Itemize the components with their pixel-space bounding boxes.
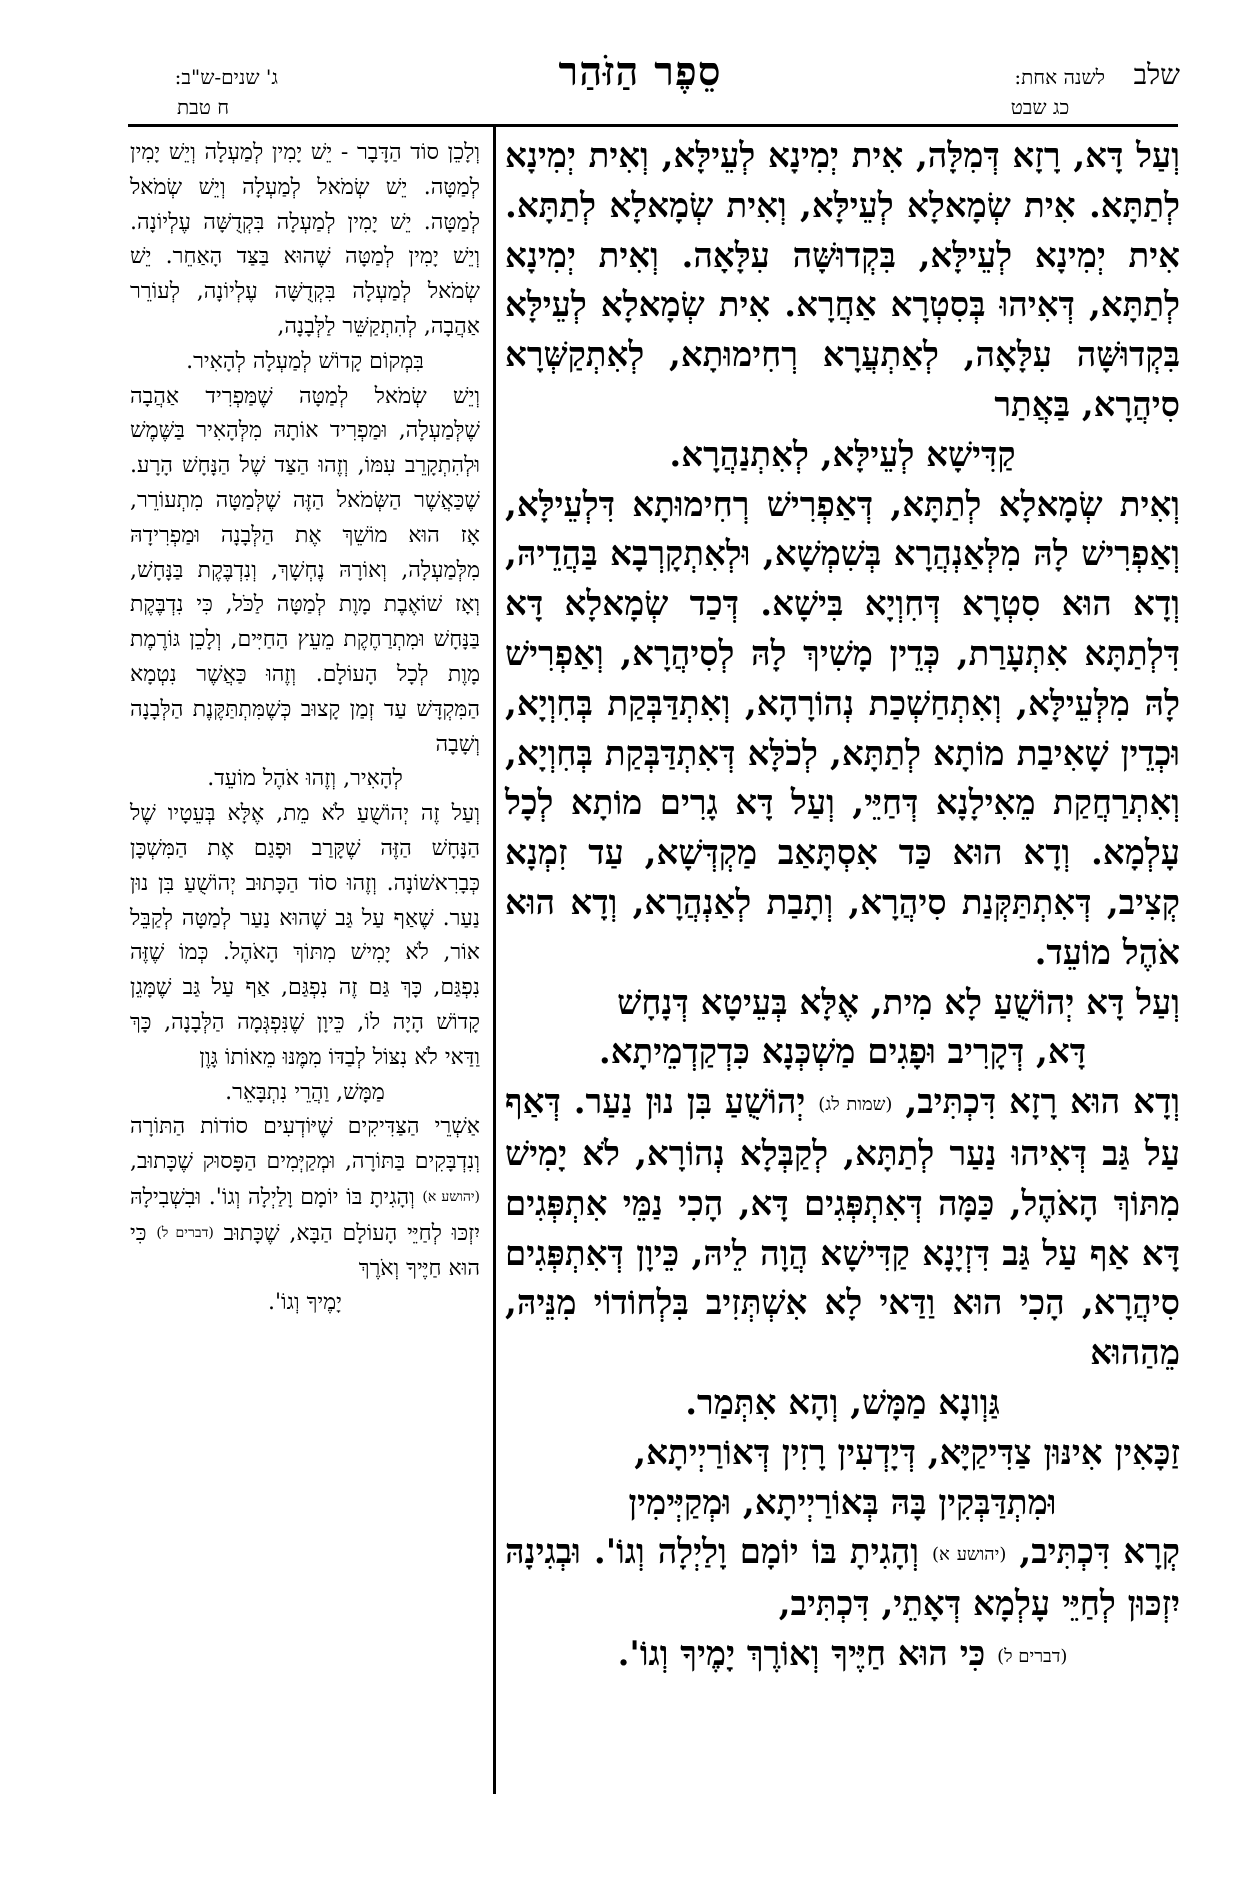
hebrew-paragraph-3: וְעַל זֶה יְהוֹשֻׁעַ לֹא מֵת, אֶלָּא בְּעֵטָיו שֶׁל הַנָּחָשׁ הַזֶּה שֶׁקָּרַב וּפָגַם אֶת הַמִּשְׁכָּן כְּבָרִאשׁוֹנָה. וְזֶהוּ סוֹד הַכָּתוּב יְהוֹשֻׁעַ בִּן נוּן נַעַר. שֶׁאַף עַל גַּב שֶׁהוּא נַעַר לְמַטָּה לְקַבֵּל אוֹר, לֹא יָמִישׁ מִתּוֹךְ הָאֹהֶל. כְּמוֹ שֶׁזֶּה נִפְגַּם, כָּךְ גַּם זֶה נִפְגַּם, אַף עַל גַּב שֶׁמָּגֵן קָדוֹשׁ הָיָה לוֹ, כֵּיוָן שֶׁנִּפְגְּמָה הַלְּבָנָה, כָּךְ וַדַּאי לֹא נִצּוֹל לְבַדּוֹ מִמֶּנּוּ מֵאוֹתוֹ גָּוֶן: [130, 801, 480, 1070]
aramaic-paragraph-4-end: גַּוְונָא מַמָּשׁ, וְהָא אִתְּמַר.: [685, 1382, 1000, 1423]
hebrew-paragraph-2: וְיֵשׁ שְׂמֹאל לְמַטָּה שֶׁמַּפְרִיד אַהֲבָה שֶׁלְּמַעְלָה, וּמַפְרִיד אוֹתָהּ מִלְּהָאִיר בַּשֶּׁמֶשׁ וּלְהִתְקָרֵב עִמּוֹ, וְזֶהוּ הַצַּד שֶׁל הַנָּחָשׁ הָרָע. שֶׁכַּאֲשֶׁר הַשְּׂמֹאל הַזֶּה שֶׁלְּמַטָּה מִתְעוֹרֵר, אָז הוּא מוֹשֵׁךְ אֶת הַלְּבָנָה וּמַפְרִידָהּ מִלְּמַעְלָה, וְאוֹרָהּ נֶחְשָׁךְ, וְנִדְבֶּקֶת בַּנָּחָשׁ, וְאָז שׁוֹאֶבֶת מָוֶת לְמַטָּה לַכֹּל, כִּי נִדְבֶּקֶת בַּנָּחָשׁ וּמִתְרַחֶקֶת מֵעֵץ הַחַיִּים, וְלָכֵן גּוֹרֶמֶת מָוֶת לְכָל הָעוֹלָם. וְזֶהוּ כַּאֲשֶׁר נִטְמָא הַמִּקְדָּשׁ עַד זְמַן קָצוּב כְּשֶׁמִּתְתַּקֶּנֶת הַלְּבָנָה וְשָׁבָה: [130, 383, 480, 757]
hebrew-p4a: אַשְׁרֵי הַצַּדִּיקִים שֶׁיּוֹדְעִים סוֹדוֹת הַתּוֹרָה וְנִדְבָּקִים בַּתּוֹרָה, וּמְקַיְּמִים הַפָּסוּק שֶׁכָּתוּב,: [130, 1114, 480, 1175]
hebrew-p4c: כִּי הוּא חַיֶּיךָ וְאֹרֶךְ: [130, 1220, 480, 1281]
aramaic-paragraph-5-body: [505, 1528, 1180, 1630]
study-plan-info: [975, 62, 1105, 122]
aramaic-paragraph-5-line2: וּמִתְדַּבְּקִין בָּהּ בְּאוֹרַיְיתָא, וּמְקַיְּימִין: [628, 1482, 1057, 1523]
cycle-date: ח טבת: [176, 95, 230, 119]
aramaic-p5-line3b: וְהָגִיתָ בּוֹ יוֹמָם וָלַיְלָה וְגוֹ'. וּבְגִינָהּ יִזְכּוּן לְחַיֵּי עָלְמָא דְּאָתֵי, דִּכְתִּיב,: [505, 1532, 1180, 1625]
aramaic-paragraph-3: וְעַל דָּא יְהוֹשֻׁעַ לָא מִית, אֶלָּא בְּעֵיטָא דְּנָחָשׁ: [617, 982, 1180, 1023]
hebrew-paragraph-4: [130, 1110, 480, 1286]
hebrew-paragraph-2-end: לְהָאִיר, וְזֶהוּ אֹהֶל מוֹעֵד.: [207, 766, 403, 792]
source-reference: (דברים ל): [156, 1224, 214, 1241]
aramaic-p5-end: כִּי הוּא חַיֶּיךָ וְאוֹרֶךְ יָמֶיךָ וְגוֹ'.: [617, 1633, 986, 1674]
source-reference: (יהושע א): [422, 1188, 481, 1205]
source-reference: (יהושע א): [932, 1544, 1007, 1566]
aramaic-paragraph-5: זַכָּאִין אִינּוּן צַדִּיקַיָּא, דְּיָדְעִין רָזִין דְּאוֹרַיְיתָא,: [634, 1432, 1180, 1473]
hebrew-column: [130, 136, 480, 1321]
aramaic-p5-line3a: קְרָא דִּכְתִּיב,: [1019, 1532, 1180, 1573]
study-plan-label: לשנה אחת:: [1014, 65, 1105, 89]
aramaic-p4-body: יְהוֹשֻׁעַ בִּן נוּן נַעַר. דְּאַף עַל גַּב דְּאִיהוּ נַעַר לְתַתָּא, לְקַבְּלָא נְהוֹרָא, לֹא יָמִישׁ מִתּוֹךְ הָאֹהֶל, כַּמָּה דְּאִתְפְּגִים דָּא, הָכִי נַמֵּי אִתְפְּגִים דָּא אַף עַל גַּב דִּזְיָנָא קַדִּישָׁא הֲוָה לֵיהּ, כֵּיוָן דְּאִתְפְּגִים סִיהֲרָא, הָכִי הוּא וַדַּאי לָא אִשְׁתְּזִיב בִּלְחוֹדוֹי מִנֵּיהּ, מֵהַהוּא: [505, 1082, 1180, 1374]
aramaic-paragraph-4: [505, 1078, 1180, 1379]
hebrew-paragraph-3-end: מַמָּשׁ, וַהֲרֵי נִתְבָּאֵר.: [225, 1079, 385, 1105]
aramaic-paragraph-2: וְאִית שְׂמָאלָא לְתַתָּא, דְּאַפְרִישׁ רְחִימוּתָא דִּלְעֵילָּא, וְאַפְרִישׁ לָהּ מִלְּאַנְהֲרָא בְּשִׁמְשָׁא, וּלְאִתְקָרְבָא בַּהֲדֵיהּ, וְדָא הוּא סִטְרָא דְּחִוְיָא בִּישָׁא. דְּכַד שְׂמָאלָא דָּא דִּלְתַתָּא אִתְעָרַת, כְּדֵין מָשִׁיךְ לָהּ לְסִיהֲרָא, וְאַפְרִישׁ לָהּ מִלְּעֵילָּא, וְאִתְחַשְׁכַת נְהוֹרָהָא, וְאִתְדַּבְּקַת בְּחִוְיָא, וּכְדֵין שָׁאִיבַת מוֹתָא לְתַתָּא, לְכֹלָּא דְּאִתְדַּבְּקַת בְּחִוְיָא, וְאִתְרַחֲקַת מֵאִילָנָא דְּחַיֵּי, וְעַל דָּא גָרִים מוֹתָא לְכָל עָלְמָא. וְדָא הוּא כַּד אִסְתָּאַב מַקְדְּשָׁא, עַד זִמְנָא קְצִיב, דְּאִתְתַּקְּנַת סִיהֲרָא, וְתָבַת לְאַנְהֲרָא, וְדָא הוּא אֹהֶל מוֹעֵד.: [505, 484, 1180, 973]
book-title: סֵפֶר הַזֹּהַר: [558, 48, 722, 95]
aramaic-column: [505, 132, 1180, 1682]
aramaic-paragraph-5-end: [505, 1630, 1180, 1682]
hebrew-paragraph-4-end: יָמֶיךָ וְגוֹ'.: [268, 1290, 342, 1316]
aramaic-paragraph-1-end: קַדִּישָׁא לְעֵילָּא, לְאִתְנַהֲרָא.: [669, 434, 1016, 475]
cycle-label: ג' שנים-ש"ב:: [174, 65, 278, 89]
page-number: שלב: [1133, 58, 1180, 91]
aramaic-paragraph-1: וְעַל דָּא, רָזָא דְּמִלָּה, אִית יְמִינָא לְעֵילָּא, וְאִית יְמִינָא לְתַתָּא. אִית שְׂמָאלָא לְעֵילָּא, וְאִית שְׂמָאלָא לְתַתָּא. אִית יְמִינָא לְעֵילָּא, בִּקְדוּשָּׁה עִלָּאָה. וְאִית יְמִינָא לְתַתָּא, דְּאִיהוּ בְּסִטְרָא אַחֲרָא. אִית שְׂמָאלָא לְעֵילָּא בִּקְדוּשָּׁה עִלָּאָה, לְאַתְעֲרָא רְחִימוּתָא, לְאִתְקַשְּׁרָא סִיהֲרָא, בַּאֲתַר: [505, 136, 1180, 425]
source-reference: (דברים ל): [997, 1645, 1068, 1667]
header-rule: [128, 124, 1178, 127]
aramaic-p4-start: וְדָא הוּא רָזָא דִּכְתִּיב,: [905, 1082, 1180, 1123]
hebrew-paragraph-1: וְלָכֵן סוֹד הַדָּבָר - יֵשׁ יָמִין לְמַעְלָה וְיֵשׁ יָמִין לְמַטָּה. יֵשׁ שְׂמֹאל לְמַעְלָה וְיֵשׁ שְׂמֹאל לְמַטָּה. יֵשׁ יָמִין לְמַעְלָה בִּקְדֻשָּׁה עֶלְיוֹנָה. וְיֵשׁ יָמִין לְמַטָּה שֶׁהוּא בַּצַּד הָאַחֵר. יֵשׁ שְׂמֹאל לְמַעְלָה בִּקְדֻשָּׁה עֶלְיוֹנָה, לְעוֹרֵר אַהֲבָה, לְהִתְקַשֵּׁר לַלְּבָנָה,: [130, 140, 480, 339]
column-separator: [493, 124, 496, 1794]
hebrew-paragraph-1-end: בִּמְקוֹם קָדוֹשׁ לְמַעְלָה לְהָאִיר.: [186, 348, 424, 374]
aramaic-paragraph-3-end: דָּא, דְּקָרִיב וּפָגִים מַשְׁכְּנָא כִּדְקַדְמֵיתָא.: [598, 1032, 1087, 1073]
cycle-info: [128, 62, 278, 122]
source-reference: (שמות לג): [818, 1094, 893, 1116]
hebrew-p4b: וְהָגִיתָ בּוֹ יוֹמָם וָלַיְלָה וְגוֹ'. וּבִשְׁבִילָהּ יִזְכּוּ לְחַיֵּי הָעוֹלָם הַבָּא, שֶׁכָּתוּב: [130, 1184, 480, 1246]
study-plan-date: כג שבט: [1010, 95, 1070, 119]
